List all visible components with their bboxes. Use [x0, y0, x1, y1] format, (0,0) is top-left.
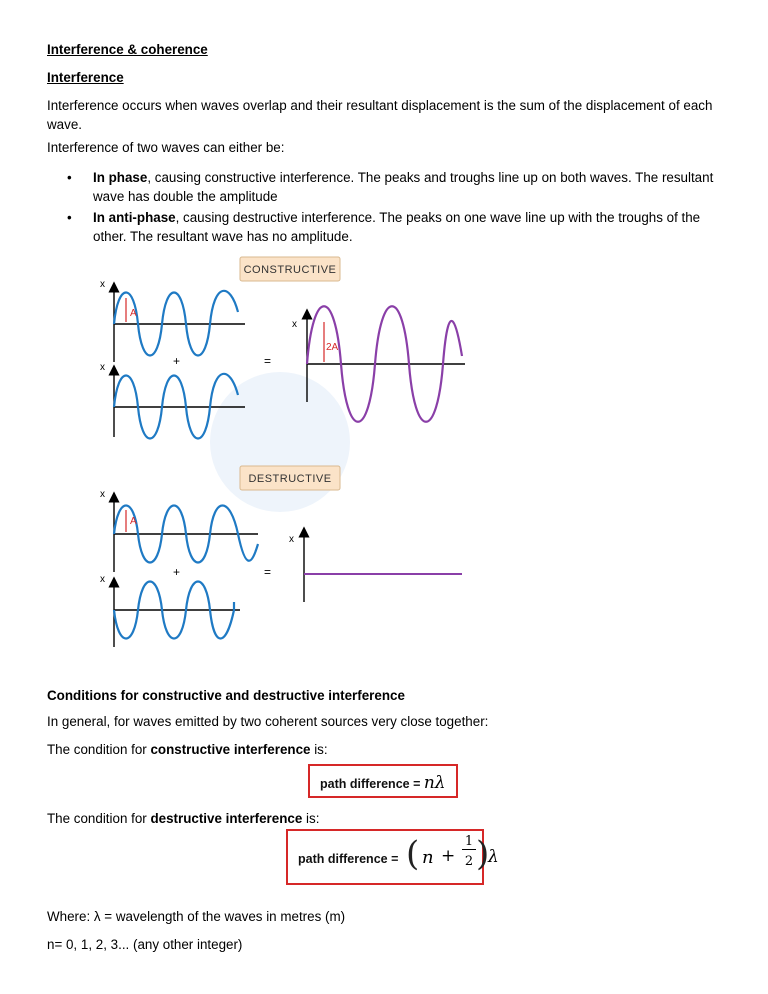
formula-lambda: λ	[488, 847, 499, 867]
left-paren: (	[406, 834, 420, 874]
formula-label: path difference =	[298, 852, 399, 866]
constructive-formula-box	[308, 764, 458, 798]
formula-n: n	[422, 847, 434, 868]
constructive-label: CONSTRUCTIVE	[243, 264, 337, 276]
section-heading-interference: Interference	[47, 70, 124, 85]
axis-label: x	[100, 362, 105, 373]
axis-label: x	[100, 489, 105, 500]
bullet-text: , causing constructive interference. The peaks and troughs line up on both waves. The resultant wave has double the amplitude	[93, 170, 714, 204]
bullet-text: , causing destructive interference. The peaks on one wave line up with the troughs of the other. The resultant wave has no amplitude.	[93, 210, 701, 244]
conditions-heading: Conditions for constructive and destructive interference	[47, 688, 405, 703]
axis-label: x	[100, 279, 105, 290]
destructive-label: DESTRUCTIVE	[248, 473, 332, 485]
plus-sign: +	[173, 565, 181, 579]
axis-label: x	[289, 534, 294, 545]
formula-math: nλ	[423, 773, 446, 793]
fraction-numerator: 1	[462, 834, 476, 850]
bullet-icon: •	[67, 170, 72, 185]
intro-lead: Interference of two waves can either be:	[47, 140, 285, 155]
list-item	[67, 168, 727, 206]
amplitude-label: 2A	[326, 342, 339, 353]
wave-1	[114, 291, 238, 356]
destructive-formula-box	[286, 829, 499, 885]
formula-label: path difference =	[320, 777, 424, 791]
constructive-condition-text: The condition for constructive interference is:	[47, 742, 328, 757]
destructive-condition-text: The condition for destructive interference is:	[47, 811, 320, 826]
page-title: Interference & coherence	[47, 42, 208, 57]
watermark-logo-icon	[210, 372, 350, 512]
bullet-icon: •	[67, 210, 72, 225]
interference-diagram	[90, 252, 480, 647]
axis-label: x	[100, 574, 105, 585]
bullet-list	[67, 168, 727, 248]
axis-label: x	[292, 319, 297, 330]
conditions-general: In general, for waves emitted by two coherent sources very close together:	[47, 714, 489, 729]
bullet-bold: In anti-phase	[93, 210, 176, 225]
amplitude-label: A	[130, 516, 137, 527]
list-item	[67, 208, 727, 246]
equals-sign: =	[264, 565, 272, 579]
n-definition: n= 0, 1, 2, 3... (any other integer)	[47, 937, 243, 952]
intro-paragraph: Interference occurs when waves overlap and their resultant displacement is the sum of the displacement of each wave.	[47, 98, 713, 132]
amplitude-label: A	[130, 308, 137, 319]
plus-sign: +	[173, 354, 181, 368]
formula-plus: +	[441, 846, 456, 866]
wavelength-definition: Where: λ = wavelength of the waves in metres (m)	[47, 909, 346, 924]
right-paren: )	[476, 834, 490, 874]
bullet-bold: In phase	[93, 170, 148, 185]
equals-sign: =	[264, 354, 272, 368]
fraction-denominator: 2	[464, 854, 474, 869]
